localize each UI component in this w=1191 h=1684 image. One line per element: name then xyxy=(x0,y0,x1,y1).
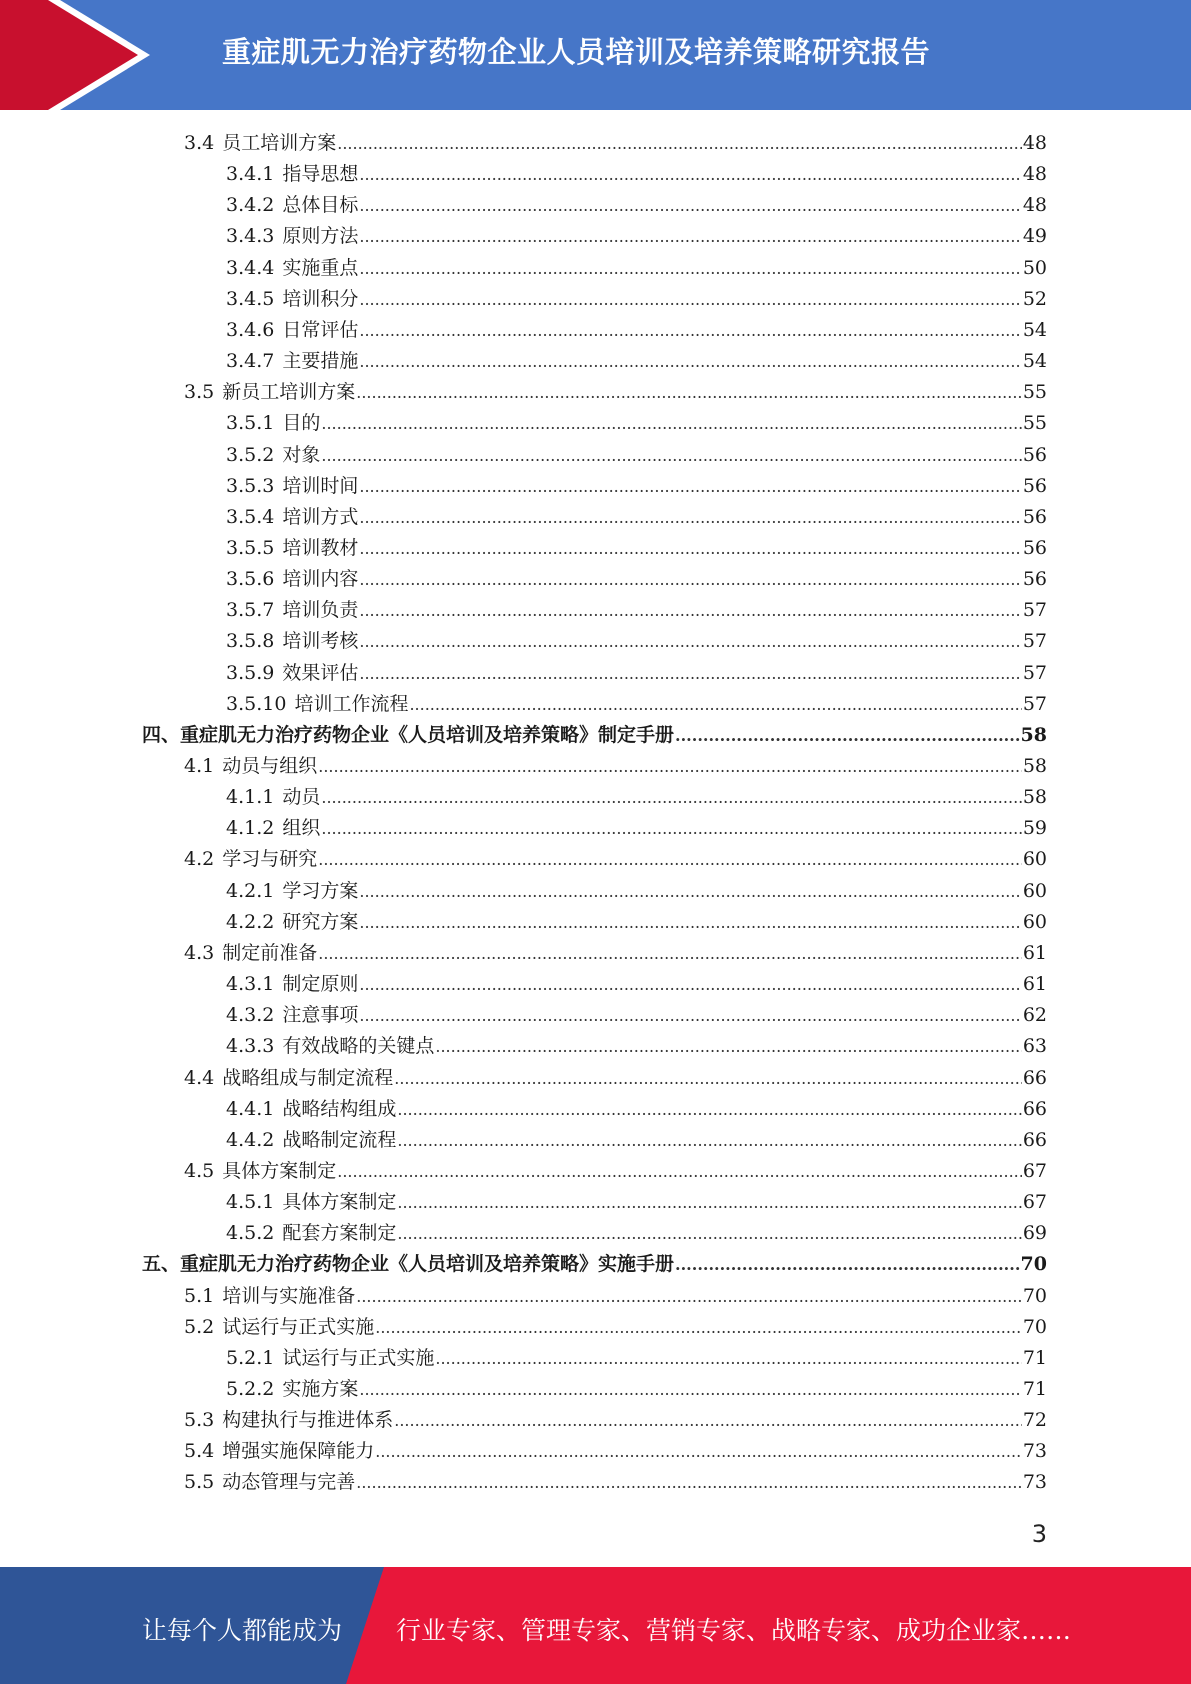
toc-entry-page: 73 xyxy=(1022,1440,1047,1463)
toc-entry-number: 3.5.3 xyxy=(226,474,275,497)
toc-entry-page: 54 xyxy=(1022,350,1047,373)
toc-leader-dots xyxy=(337,1156,1022,1187)
toc-leader-dots xyxy=(359,907,1021,938)
toc-entry-number: 4.4 xyxy=(184,1066,215,1089)
toc-entry-page: 69 xyxy=(1022,1222,1047,1245)
toc-entry[interactable] xyxy=(142,720,1047,751)
toc-entry[interactable] xyxy=(184,938,1047,969)
toc-entry-number: 4.3.1 xyxy=(226,973,275,996)
toc-entry-number: 3.5.1 xyxy=(226,412,275,435)
toc-entry-title: 配套方案制定 xyxy=(282,1222,397,1245)
toc-entry[interactable] xyxy=(226,658,1047,689)
toc-entry[interactable] xyxy=(184,128,1047,159)
toc-entry-title: 制定原则 xyxy=(282,973,359,996)
toc-entry-title: 动态管理与完善 xyxy=(222,1471,356,1494)
toc-entry-page: 66 xyxy=(1022,1128,1047,1151)
toc-entry[interactable] xyxy=(226,408,1047,439)
toc-entry-title: 培训时间 xyxy=(282,474,359,497)
toc-entry[interactable] xyxy=(226,1094,1047,1125)
toc-entry-title: 目的 xyxy=(282,412,321,435)
toc-entry-title: 培训负责 xyxy=(282,599,359,622)
toc-entry-number: 3.5.5 xyxy=(226,536,275,559)
toc-entry-title: 培训工作流程 xyxy=(294,692,409,715)
toc-leader-dots xyxy=(337,128,1022,159)
toc-entry-page: 60 xyxy=(1022,910,1047,933)
toc-entry-page: 67 xyxy=(1022,1191,1047,1214)
toc-entry-page: 70 xyxy=(1022,1315,1047,1338)
toc-entry-page: 49 xyxy=(1022,225,1047,248)
toc-entry[interactable] xyxy=(142,1249,1047,1280)
toc-entry-number: 5.5 xyxy=(184,1471,215,1494)
toc-entry-number: 4.3.2 xyxy=(226,1004,275,1027)
toc-entry[interactable] xyxy=(184,1467,1047,1498)
toc-leader-dots xyxy=(435,1031,1021,1062)
toc-leader-dots xyxy=(394,1405,1022,1436)
toc-entry-page: 61 xyxy=(1022,973,1047,996)
toc-leader-dots xyxy=(321,408,1021,439)
toc-entry-page: 56 xyxy=(1022,568,1047,591)
toc-entry-page: 60 xyxy=(1022,879,1047,902)
toc-leader-dots xyxy=(321,440,1021,471)
toc-entry-title: 具体方案制定 xyxy=(282,1191,397,1214)
toc-entry-title: 学习与研究 xyxy=(222,848,318,871)
toc-entry[interactable] xyxy=(226,1125,1047,1156)
toc-leader-dots xyxy=(359,502,1021,533)
toc-entry[interactable] xyxy=(226,190,1047,221)
toc-entry-title: 培训方式 xyxy=(282,505,359,528)
toc-entry-page: 56 xyxy=(1022,536,1047,559)
toc-leader-dots xyxy=(359,595,1021,626)
toc-entry[interactable] xyxy=(226,1187,1047,1218)
toc-entry-number: 4.1.2 xyxy=(226,817,275,840)
toc-entry-page: 63 xyxy=(1022,1035,1047,1058)
toc-entry-number: 3.5.8 xyxy=(226,630,275,653)
toc-entry-number: 3.4.7 xyxy=(226,350,275,373)
toc-leader-dots xyxy=(356,1281,1022,1312)
toc-entry-number: 4.5.2 xyxy=(226,1222,275,1245)
toc-entry-title: 培训考核 xyxy=(282,630,359,653)
toc-entry-number: 5.1 xyxy=(184,1284,215,1307)
toc-entry-title: 总体目标 xyxy=(282,194,359,217)
toc-entry-number: 4.2.2 xyxy=(226,910,275,933)
toc-leader-dots xyxy=(359,626,1021,657)
toc-entry[interactable] xyxy=(226,969,1047,1000)
toc-entry-page: 58 xyxy=(1022,786,1047,809)
toc-entry[interactable] xyxy=(184,751,1047,782)
toc-entry[interactable] xyxy=(226,907,1047,938)
toc-entry-page: 61 xyxy=(1022,941,1047,964)
toc-entry-page: 48 xyxy=(1022,194,1047,217)
toc-entry-number: 3.5.10 xyxy=(226,692,287,715)
toc-entry-number: 4.2.1 xyxy=(226,879,275,902)
toc-entry-page: 52 xyxy=(1022,287,1047,310)
toc-entry-number: 3.4.6 xyxy=(226,318,275,341)
toc-entry[interactable] xyxy=(226,782,1047,813)
toc-entry-title: 培训教材 xyxy=(282,536,359,559)
toc-entry-page: 70 xyxy=(1022,1284,1047,1307)
toc-entry-title: 战略制定流程 xyxy=(282,1128,397,1151)
toc-entry-title: 战略组成与制定流程 xyxy=(222,1066,394,1089)
toc-leader-dots xyxy=(359,190,1021,221)
toc-entry-title: 效果评估 xyxy=(282,661,359,684)
toc-entry-number: 五、 xyxy=(142,1253,181,1276)
toc-entry[interactable] xyxy=(226,813,1047,844)
toc-entry-title: 增强实施保障能力 xyxy=(222,1440,375,1463)
toc-entry-title: 动员与组织 xyxy=(222,755,318,777)
toc-entry-number: 4.1.1 xyxy=(226,786,275,809)
toc-entry[interactable] xyxy=(226,471,1047,502)
toc-entry-number: 4.4.2 xyxy=(226,1128,275,1151)
toc-entry[interactable] xyxy=(226,564,1047,595)
toc-leader-dots xyxy=(356,377,1022,408)
toc-entry[interactable] xyxy=(184,1156,1047,1187)
toc-leader-dots xyxy=(359,315,1021,346)
toc-entry-title: 重症肌无力治疗药物企业《人员培训及培养策略》制定手册 xyxy=(180,723,675,746)
toc-leader-dots xyxy=(397,1125,1021,1156)
toc-entry-number: 3.5.9 xyxy=(226,661,275,684)
toc-entry[interactable] xyxy=(226,315,1047,346)
toc-entry-title: 实施方案 xyxy=(282,1378,359,1400)
toc-leader-dots xyxy=(359,159,1021,190)
toc-entry-page: 54 xyxy=(1022,318,1047,341)
toc-entry-number: 3.4.3 xyxy=(226,225,275,248)
toc-entry[interactable] xyxy=(226,876,1047,907)
toc-entry-number: 5.2 xyxy=(184,1315,215,1338)
toc-leader-dots xyxy=(318,938,1022,969)
toc-entry-number: 4.1 xyxy=(184,755,215,777)
toc-entry-page: 66 xyxy=(1022,1097,1047,1120)
toc-entry-page: 67 xyxy=(1022,1159,1047,1182)
toc-entry-title: 员工培训方案 xyxy=(222,132,337,154)
toc-leader-dots xyxy=(359,876,1021,907)
toc-entry-number: 3.4.2 xyxy=(226,194,275,217)
toc-entry-page: 57 xyxy=(1022,692,1047,715)
toc-entry-title: 新员工培训方案 xyxy=(222,381,356,404)
toc-entry[interactable] xyxy=(226,595,1047,626)
toc-entry-number: 4.5.1 xyxy=(226,1191,275,1214)
toc-leader-dots xyxy=(359,564,1021,595)
toc-entry-page: 56 xyxy=(1022,443,1047,466)
toc-entry[interactable] xyxy=(226,253,1047,284)
toc-entry-title: 注意事项 xyxy=(282,1004,359,1027)
toc-entry-page: 55 xyxy=(1022,412,1047,435)
toc-entry-title: 学习方案 xyxy=(282,879,359,902)
toc-entry-title: 培训内容 xyxy=(282,568,359,591)
toc-leader-dots xyxy=(359,221,1021,252)
toc-entry-page: 66 xyxy=(1022,1066,1047,1089)
toc-leader-dots xyxy=(321,813,1021,844)
toc-entry-title: 组织 xyxy=(282,817,321,840)
toc-entry[interactable] xyxy=(226,533,1047,564)
toc-entry-title: 日常评估 xyxy=(282,318,359,341)
toc-entry-page: 71 xyxy=(1022,1378,1047,1400)
toc-entry-number: 4.4.1 xyxy=(226,1097,275,1120)
toc-entry-title: 重症肌无力治疗药物企业《人员培训及培养策略》实施手册 xyxy=(180,1253,675,1276)
toc-leader-dots xyxy=(359,346,1021,377)
toc-leader-dots xyxy=(321,782,1021,813)
toc-leader-dots xyxy=(359,969,1021,1000)
toc-entry-page: 48 xyxy=(1022,163,1047,186)
toc-entry-title: 试运行与正式实施 xyxy=(282,1346,435,1369)
toc-entry-title: 培训积分 xyxy=(282,287,359,310)
toc-entry-number: 4.2 xyxy=(184,848,215,871)
toc-leader-dots xyxy=(359,533,1021,564)
toc-entry-number: 4.3 xyxy=(184,941,215,964)
toc-entry[interactable] xyxy=(184,1405,1047,1436)
toc-entry-number: 3.4 xyxy=(184,132,215,154)
toc-entry-title: 指导思想 xyxy=(282,163,359,186)
toc-leader-dots xyxy=(435,1343,1021,1374)
toc-entry-title: 研究方案 xyxy=(282,910,359,933)
toc-entry-title: 试运行与正式实施 xyxy=(222,1315,375,1338)
toc-entry[interactable] xyxy=(226,1374,1047,1405)
toc-entry-number: 四、 xyxy=(142,723,181,746)
toc-entry[interactable] xyxy=(226,159,1047,190)
toc-entry-title: 主要措施 xyxy=(282,350,359,373)
toc-entry-number: 5.2.1 xyxy=(226,1346,275,1369)
toc-entry-page: 58 xyxy=(1020,723,1047,746)
toc-entry[interactable] xyxy=(226,440,1047,471)
toc-entry-number: 4.5 xyxy=(184,1159,215,1182)
toc-entry-page: 57 xyxy=(1022,599,1047,622)
toc-entry[interactable] xyxy=(226,346,1047,377)
toc-entry[interactable] xyxy=(184,377,1047,408)
toc-leader-dots xyxy=(359,253,1021,284)
toc-entry-number: 5.2.2 xyxy=(226,1378,275,1400)
toc-leader-dots xyxy=(397,1094,1021,1125)
toc-entry-number: 3.4.4 xyxy=(226,256,275,279)
toc-entry-title: 制定前准备 xyxy=(222,941,318,964)
toc-entry-number: 3.5.6 xyxy=(226,568,275,591)
toc-entry-title: 战略结构组成 xyxy=(282,1097,397,1120)
toc-entry-page: 70 xyxy=(1020,1253,1047,1276)
toc-entry[interactable] xyxy=(184,1436,1047,1467)
toc-leader-dots xyxy=(675,720,1020,751)
toc-entry[interactable] xyxy=(226,689,1047,720)
toc-leader-dots xyxy=(318,751,1022,782)
toc-entry-page: 71 xyxy=(1022,1346,1047,1369)
toc-leader-dots xyxy=(359,284,1021,315)
toc-entry-page: 50 xyxy=(1022,256,1047,279)
toc-entry-title: 有效战略的关键点 xyxy=(282,1035,435,1058)
toc-entry-title: 培训与实施准备 xyxy=(222,1284,356,1307)
toc-leader-dots xyxy=(375,1312,1022,1343)
toc-entry-title: 实施重点 xyxy=(282,256,359,279)
page-header xyxy=(0,0,1191,110)
toc-leader-dots xyxy=(356,1467,1022,1498)
toc-leader-dots xyxy=(375,1436,1022,1467)
toc-entry[interactable] xyxy=(184,1312,1047,1343)
toc-entry-page: 57 xyxy=(1022,661,1047,684)
toc-entry-title: 具体方案制定 xyxy=(222,1159,337,1182)
toc-leader-dots xyxy=(397,1187,1021,1218)
footer-slogan-right: 行业专家、管理专家、营销专家、战略专家、成功企业家…… xyxy=(396,1616,1072,1645)
toc-entry[interactable] xyxy=(226,1031,1047,1062)
toc-entry-number: 3.5.7 xyxy=(226,599,275,622)
footer-slogan-left: 让每个人都能成为 xyxy=(142,1616,343,1645)
toc-entry-title: 对象 xyxy=(282,443,321,466)
header-arrow-decoration xyxy=(0,0,160,110)
toc-entry[interactable] xyxy=(226,1218,1047,1249)
toc-entry[interactable] xyxy=(184,844,1047,875)
toc-entry-page: 72 xyxy=(1022,1409,1047,1432)
toc-entry-number: 3.5.4 xyxy=(226,505,275,528)
toc-entry[interactable] xyxy=(184,1281,1047,1312)
toc-entry-page: 55 xyxy=(1022,381,1047,404)
toc-leader-dots xyxy=(359,471,1021,502)
toc-entry-page: 73 xyxy=(1022,1471,1047,1494)
toc-entry-number: 5.3 xyxy=(184,1409,215,1432)
toc-entry-page: 59 xyxy=(1022,817,1047,840)
toc-entry-number: 3.4.5 xyxy=(226,287,275,310)
toc-entry[interactable] xyxy=(226,626,1047,657)
toc-entry-number: 3.5.2 xyxy=(226,443,275,466)
toc-leader-dots xyxy=(318,844,1022,875)
page-number: 3 xyxy=(1031,1520,1047,1548)
toc-leader-dots xyxy=(394,1063,1022,1094)
toc-entry-page: 60 xyxy=(1022,848,1047,871)
toc-entry[interactable] xyxy=(226,284,1047,315)
toc-entry[interactable] xyxy=(226,1343,1047,1374)
toc-entry-number: 3.5 xyxy=(184,381,215,404)
toc-entry-title: 原则方法 xyxy=(282,225,359,248)
toc-leader-dots xyxy=(359,1000,1021,1031)
toc-entry-page: 62 xyxy=(1022,1004,1047,1027)
toc-leader-dots xyxy=(409,689,1021,720)
toc-entry-title: 构建执行与推进体系 xyxy=(222,1409,394,1432)
toc-entry-title: 动员 xyxy=(282,786,321,809)
toc-entry[interactable] xyxy=(184,1063,1047,1094)
toc-entry-page: 48 xyxy=(1022,132,1047,154)
toc-leader-dots xyxy=(675,1249,1020,1280)
toc-leader-dots xyxy=(359,658,1021,689)
toc-entry-page: 56 xyxy=(1022,505,1047,528)
toc-entry-page: 57 xyxy=(1022,630,1047,653)
toc-entry[interactable] xyxy=(226,1000,1047,1031)
toc-entry-number: 4.3.3 xyxy=(226,1035,275,1058)
page-footer xyxy=(0,1567,1191,1684)
toc-entry-page: 56 xyxy=(1022,474,1047,497)
toc-entry[interactable] xyxy=(226,502,1047,533)
toc-entry[interactable] xyxy=(226,221,1047,252)
toc-entry-page: 58 xyxy=(1022,755,1047,777)
toc-leader-dots xyxy=(397,1218,1021,1249)
toc-leader-dots xyxy=(359,1374,1021,1405)
toc-entry-number: 3.4.1 xyxy=(226,163,275,186)
document-title: 重症肌无力治疗药物企业人员培训及培养策略研究报告 xyxy=(222,35,931,69)
toc-entry-number: 5.4 xyxy=(184,1440,215,1463)
